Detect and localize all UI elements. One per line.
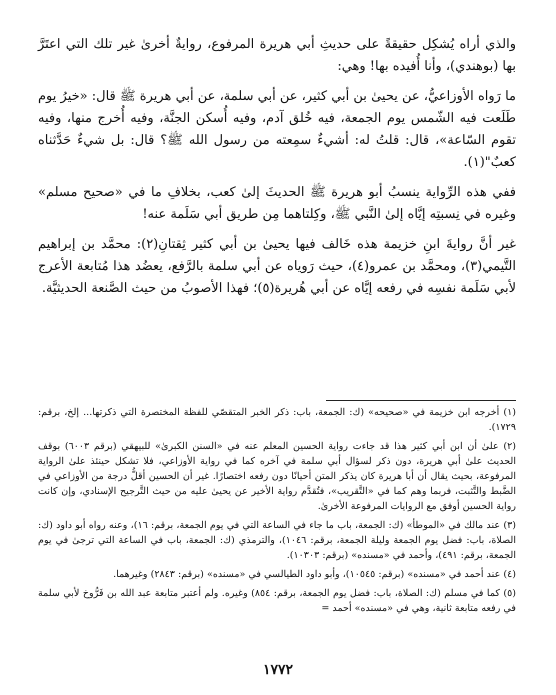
paragraph-intro: والذي أراه يُشكِل حقيقةً على حديثِ أبي هريرة المرفوع، روايةٌ أخرىٰ غير تلك التي اعتَرَّ بها (بوهندي)، وأنا أُفيده بها! وهي: bbox=[38, 37, 516, 74]
page-number: ١٧٧٢ bbox=[262, 662, 294, 678]
footnote-1: (١) أخرجه ابن خزيمة في «صحيحه» (ك: الجمعة، باب: ذكر الخبر المتقصّي للفظة المختصرة التي ذكرتها... إلخ، برقم: ١٧٢٩). bbox=[38, 407, 516, 433]
footnote-divider bbox=[326, 400, 516, 401]
footnote-2: (٢) علىٰ أن ابن أبي كثير هذا قد جاءت رواية الحسين المعلم عنه في «السنن الكبرىٰ» للبيهقي (برقم ٦٠٠٣) بوقف الحديث علىٰ أبي هريرة، دون ذكر لسؤال أبي سلمة في آخره كما في رواية الأوزاعي، فلا تشكل حينئذ علىٰ الرواية المرفوعة، بحيث يقال أن أبا هريرة كان يذكر المتن أحيانًا دون رفعه اختصارًا. غير أن الحسين أقلُّ درجة من الأوزاعي في الضَّبط والتَّثبت، فربما وهم كما في «التَّقريب»، فتُقدَّم رواية الأخير عن يحيىٰ عليه من حيث التَّرجيح الإسنادي، وإن كانت رواية الحسين أوفق مع الروايات المرفوعة الأخرىٰ. bbox=[38, 441, 516, 512]
footnote-4: (٤) عند أحمد في «مسنده» (برقم: ١٠٥٤٥)، وأبو داود الطيالسي في «مسنده» (برقم: ٢٨٤٣) وغيرهما. bbox=[113, 569, 516, 580]
paragraph-hadith: ما رَواه الأوزاعيُّ، عن يحيىٰ بن أبي كثير، عن أبي سلمة، عن أبي هريرة ﷺ قال: «خيرُ يوم طَلَعت فيه الشّمس يوم الجمعة، فيه خُلق آدم، وفيه أُسكن الجنَّة، وفيه أُخرج منها، وفيه تقوم السّاعة»، قال: قلتُ له: أشيءٌ سمِعته من رسول الله ﷺ؟ قال: بل شيءٌ حَدَّثناه كعبٌ"(١). bbox=[38, 89, 516, 170]
paragraph-commentary: ففي هذه الرِّواية ينسبُ أبو هريرة ﷺ الحديثَ إلىٰ كعب، بخلافِ ما في «صحيح مسلم» وغيره في نِسبتِه إيَّاه إلىٰ النَّبي ﷺ، وكِلتاهما مِن طريق أبي سَلَمة عنه! bbox=[38, 185, 516, 222]
footnote-3: (٣) عند مالك في «الموطأ» (ك: الجمعة، باب ما جاء في الساعة التي في يوم الجمعة، برقم: ١٦)، وعنه رواه أبو داود (ك: الصلاة، باب: فضل يوم الجمعة وليلة الجمعة، برقم: ١٠٤٦)، والترمذي (ك: الجمعة، باب في الساعة التي ترجىٰ في يوم الجمعة، برقم: ٤٩١)، وأحمد في «مسنده» (برقم: ١٠٣٠٣). bbox=[38, 520, 517, 561]
paragraph-conclusion: غير أنَّ روايةَ ابنِ خزيمة هذه خَالف فيها يحيىٰ بن أبي كثير ثِقتانِ(٢): محمَّد بن إبراهيم التَّيمي(٣)، ومحمَّد بن عمرو(٤)، حيث رَوياه عن أبي سلمة بالرَّفع، يعضُد هذا مُتابعة الأعرج لأبي سَلَمة نفسِه في رفعه إيَّاه عن أبي هُريرة(٥)؛ فهذا الأصوبُ من حيث الصَّنعة الحديثيَّة. bbox=[38, 237, 516, 296]
main-text bbox=[38, 34, 516, 300]
footnotes bbox=[38, 405, 516, 620]
footnote-5: (٥) كما في مسلم (ك: الصلاة، باب: فضل يوم الجمعة، برقم: ٨٥٤) وغيره. ولم أعتبر متابعة عبد الله بن فَرُّوخ لأبي سلمة في رفعه متابعة ثانية، وهي في «مسنده» أحمد = bbox=[38, 588, 516, 614]
